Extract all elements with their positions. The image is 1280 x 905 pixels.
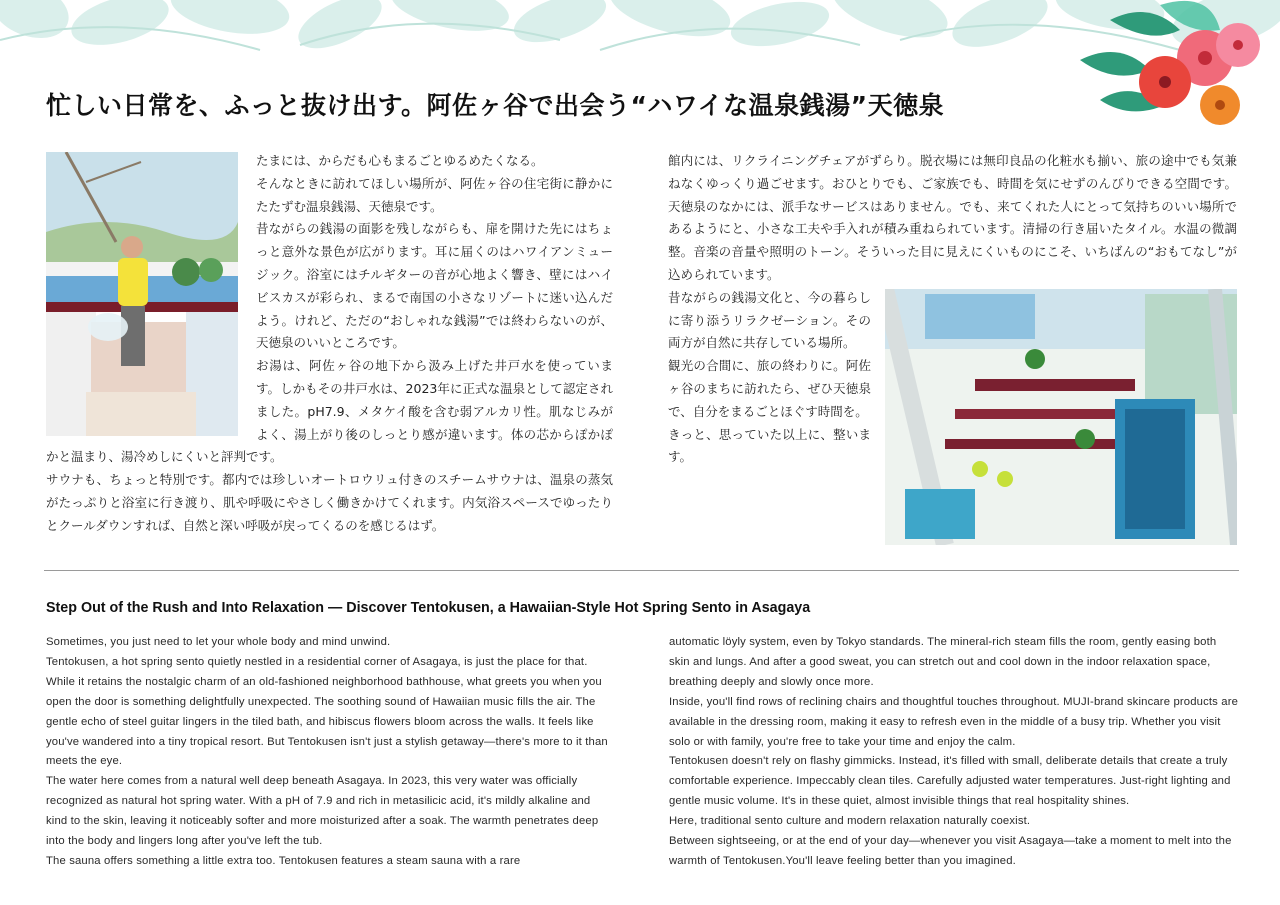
- en-left-paragraph: Tentokusen, a hot spring sento quietly nestled in a residential corner of Asagaya, is just the place for that.: [46, 655, 588, 668]
- jp-left-paragraph: たまには、からだも心もまるごとゆるめたくなる。: [256, 153, 544, 168]
- en-right-paragraph: Inside, you'll find rows of reclining chairs and thoughtful touches throughout. MUJI-brand skincare products are available in the dressing room, making it easy to refresh even in the middle of a busy trip. Whether you visit solo or with family, you're free to take your time and enjoy the calm.: [669, 695, 1239, 748]
- japanese-right-column: [668, 150, 1237, 551]
- en-left-paragraph: Sometimes, you just need to let your whole body and mind unwind.: [46, 636, 391, 648]
- japanese-left-column: [46, 150, 613, 538]
- en-left-paragraph: The water here comes from a natural well deep beneath Asagaya. In 2023, this very water was officially recognized as natural hot spring water. With a pH of 7.9 and rich in metasilicic acid, it's mildly alkaline and kind to the skin, leaving it noticeably softer and more moisturized after a soak. The warmth penetrates deep into the body and lingers long after you've left the tub.: [46, 775, 599, 848]
- en-right-paragraph: Between sightseeing, or at the end of your day—whenever you visit Asagaya—take a moment to melt into the warmth of Tentokusen.You'll leave feeling better than you imagined.: [669, 835, 1232, 867]
- jp-right-paragraph: 館内には、リクライニングチェアがずらり。脱衣場には無印良品の化粧水も揃い、旅の途中でも気兼ねなくゆっくり過ごせます。おひとりでも、ご家族でも、時間を気にせずのんびりできる空間です。天徳泉のなかには、派手なサービスはありません。でも、来てくれた人にとって気持ちのいい場所であるようにと、小さな工夫や手入れが積み重ねられています。清掃の行き届いたタイル。水温の微調整。音楽の音量や照明のトーン。そういった目に見えにくいものにこそ、いちばんの“おもてなし”が込められています。: [668, 153, 1237, 282]
- en-left-paragraph: The sauna offers something a little extra too. Tentokusen features a steam sauna with a rare: [46, 854, 521, 867]
- bathhouse-photo-staff: [46, 152, 238, 436]
- jp-left-paragraph: 昔ながらの銭湯の面影を残しながらも、扉を開けた先にはちょっと意外な景色が広がります。耳に届くのはハワイアンミュージック。浴室にはチルギターの音が心地よく響き、壁にはハイビスカスが彩られ、まるで南国の小さなリゾートに迷い込んだよう。けれど、ただの“おしゃれな銭湯”では終わらないのが、天徳泉のいいところです。: [256, 221, 613, 351]
- en-right-paragraph: Tentokusen doesn't rely on flashy gimmicks. Instead, it's filled with small, deliberate details that create a truly comfortable experience. Impeccably clean tiles. Carefully adjusted water temperatures. Just-right lighting and gentle music volume. It's in these quiet, almost invisible things that real hospitality shines.: [669, 755, 1231, 808]
- hibiscus-flower-illustration: [1070, 0, 1280, 145]
- en-right-paragraph: automatic löyly system, even by Tokyo standards. The mineral-rich steam fills the room, gently easing both skin and lungs. And after a good sweat, you can stretch out and cool down in the indoor relaxation space, breathing deeply and slowly once more.: [669, 636, 1217, 688]
- jp-right-paragraph: 観光の合間に、旅の終わりに。阿佐ヶ谷のまちに訪れたら、ぜひ天徳泉で、自分をまるごとほぐす時間を。: [668, 358, 871, 419]
- en-right-paragraph: Here, traditional sento culture and modern relaxation naturally coexist.: [669, 815, 1031, 828]
- english-left-column: [46, 633, 614, 872]
- bathhouse-interior-photo: [885, 289, 1237, 545]
- japanese-headline: 忙しい日常を、ふっと抜け出す。阿佐ヶ谷で出会う“ハワイな温泉銭湯”天徳泉: [46, 91, 945, 120]
- jp-left-paragraph: サウナも、ちょっと特別です。都内では珍しいオートロウリュ付きのスチームサウナは、温泉の蒸気がたっぷりと浴室に行き渡り、肌や呼吸にやさしく働きかけてくれます。内気浴スペースでゆったりとクールダウンすれば、自然と深い呼吸が戻ってくるのを感じるはず。: [46, 472, 613, 533]
- english-headline: Step Out of the Rush and Into Relaxation — Discover Tentokusen, a Hawaiian-Style Hot Spring Sento in Asagaya: [46, 600, 811, 616]
- jp-right-paragraph: きっと、思っていた以上に、整います。: [668, 426, 871, 465]
- jp-left-paragraph: そんなときに訪れてほしい場所が、阿佐ヶ谷の住宅街に静かにたたずむ温泉銭湯、天徳泉です。: [256, 175, 613, 214]
- section-divider: [44, 570, 1239, 571]
- jp-left-paragraph: お湯は、阿佐ヶ谷の地下から汲み上げた井戸水を使っています。しかもその井戸水は、2023年に正式な温泉として認定されました。pH7.9、メタケイ酸を含む弱アルカリ性。肌なじみがよく、湯上がり後のしっとり感が違います。体の芯からぽかぽかと温まり、湯冷めしにくいと評判です。: [46, 358, 613, 465]
- jp-right-paragraph: 昔ながらの銭湯文化と、今の暮らしに寄り添うリラクゼーション。その両方が自然に共存している場所。: [668, 289, 871, 351]
- en-left-paragraph: While it retains the nostalgic charm of an old-fashioned neighborhood bathhouse, what greets you when you open the door is something delightfully unexpected. The soothing sound of Hawaiian music fills the air. The gentle echo of steel guitar lingers in the tiled bath, and hibiscus flowers bloom across the walls. It feels like you've wandered into a tiny tropical resort. But Tentokusen isn't just a stylish getaway—there's more to it than meets the eye.: [46, 675, 608, 768]
- english-right-column: [669, 633, 1239, 872]
